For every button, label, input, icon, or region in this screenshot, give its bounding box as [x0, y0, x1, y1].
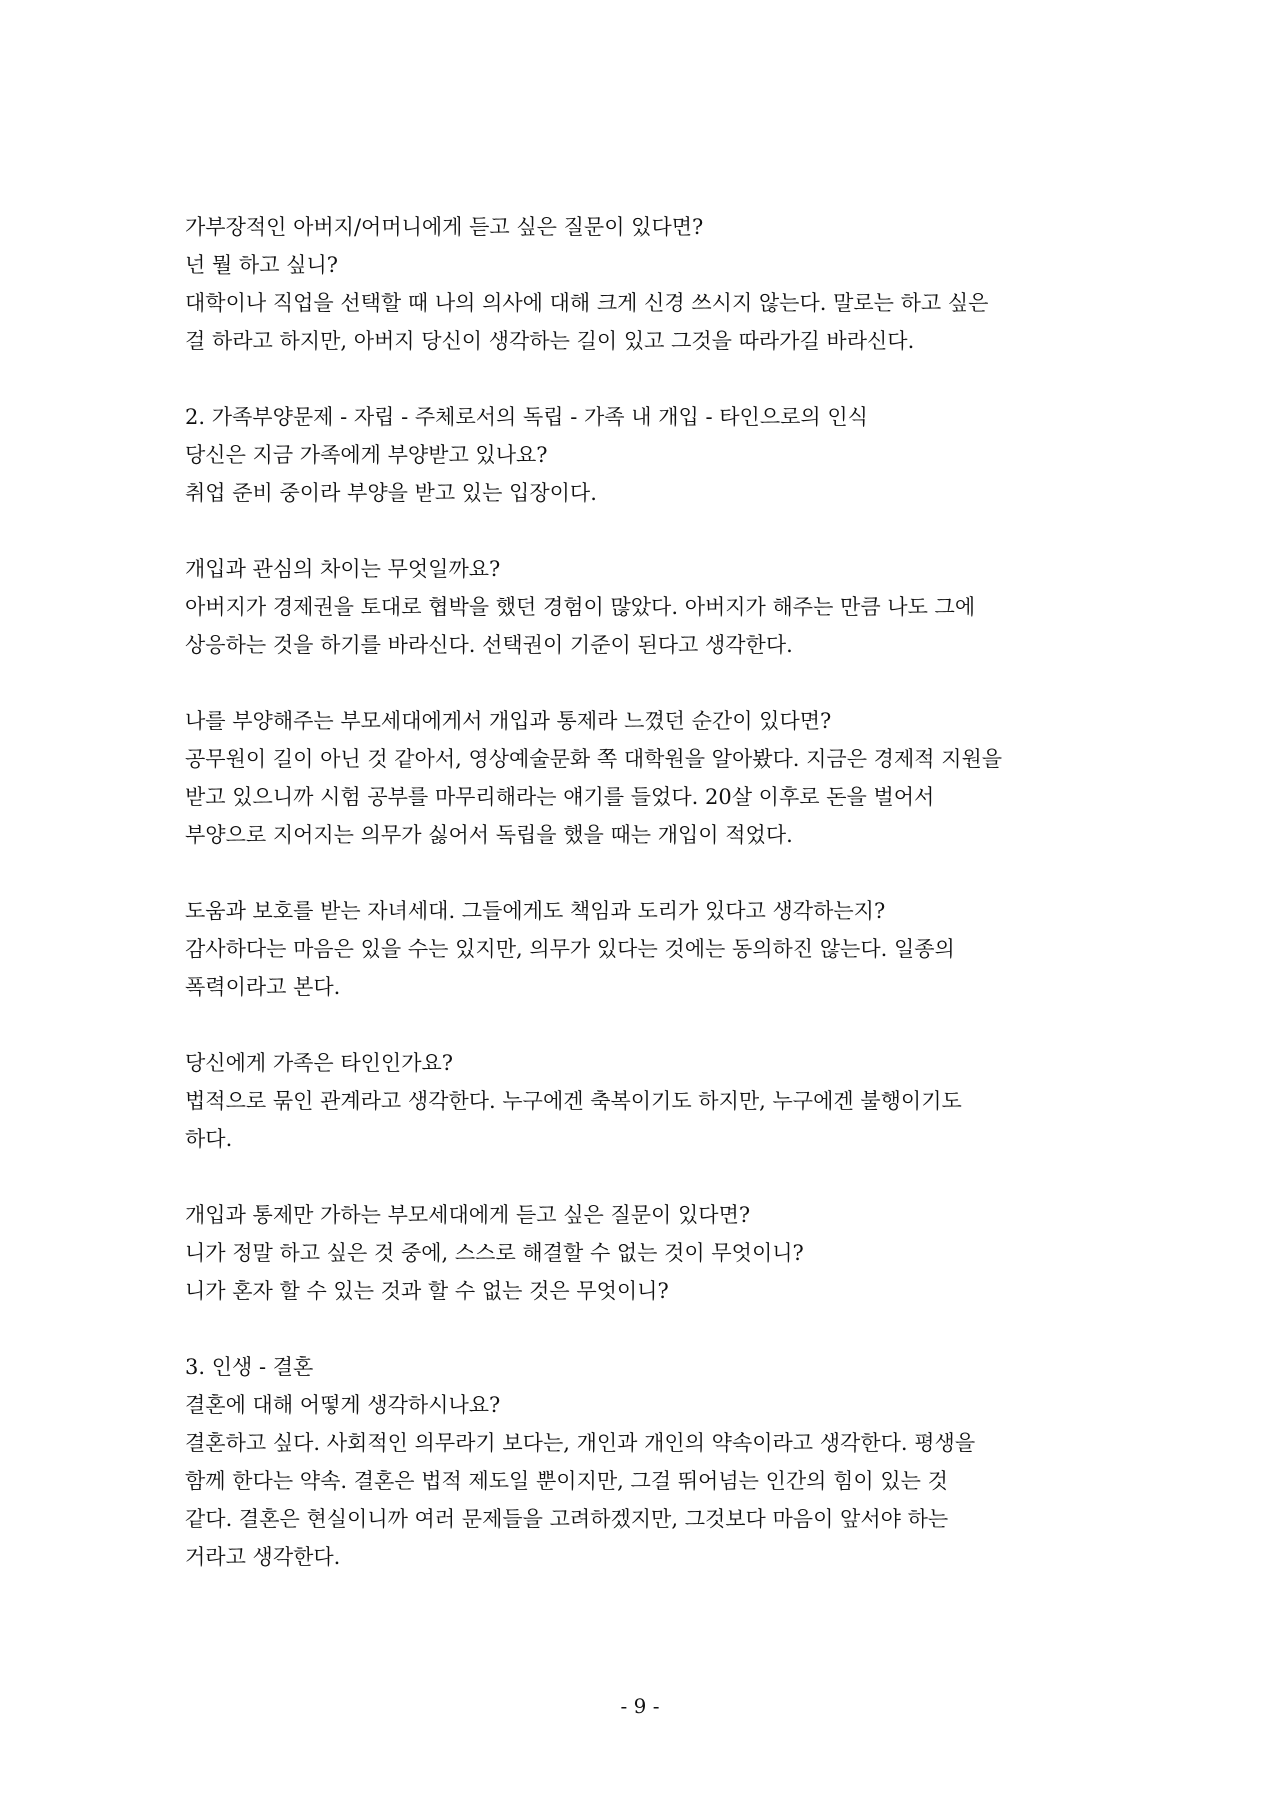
question-line: 결혼에 대해 어떻게 생각하시나요? — [185, 1393, 501, 1417]
answer-line: 걸 하라고 하지만, 아버지 당신이 생각하는 길이 있고 그것을 따라가길 바라신다. — [185, 329, 915, 353]
question-line: 개입과 관심의 차이는 무엇일까요? — [185, 557, 501, 581]
answer-line: 취업 준비 중이라 부양을 받고 있는 입장이다. — [185, 481, 597, 505]
section-heading: 2. 가족부양문제 - 자립 - 주체로서의 독립 - 가족 내 개입 - 타인으로의 인식 — [185, 405, 868, 429]
document-body — [185, 208, 1120, 1576]
question-line: 개입과 통제만 가하는 부모세대에게 듣고 싶은 질문이 있다면? — [185, 1203, 751, 1227]
answer-line: 하다. — [185, 1127, 233, 1151]
paragraph — [185, 1196, 1120, 1310]
answer-line: 감사하다는 마음은 있을 수는 있지만, 의무가 있다는 것에는 동의하진 않는다. 일종의 — [185, 937, 955, 961]
question-line: 가부장적인 아버지/어머니에게 듣고 싶은 질문이 있다면? — [185, 215, 704, 239]
answer-line: 아버지가 경제권을 토대로 협박을 했던 경험이 많았다. 아버지가 해주는 만큼 나도 그에 — [185, 595, 976, 619]
answer-line: 니가 혼자 할 수 있는 것과 할 수 없는 것은 무엇이니? — [185, 1279, 669, 1303]
answer-line: 받고 있으니까 시험 공부를 마무리해라는 얘기를 들었다. 20살 이후로 돈을 벌어서 — [185, 785, 935, 809]
question-line: 도움과 보호를 받는 자녀세대. 그들에게도 책임과 도리가 있다고 생각하는지? — [185, 899, 886, 923]
answer-line: 넌 뭘 하고 싶니? — [185, 253, 339, 277]
paragraph — [185, 550, 1120, 664]
paragraph — [185, 208, 1120, 360]
paragraph — [185, 702, 1120, 854]
answer-line: 결혼하고 싶다. 사회적인 의무라기 보다는, 개인과 개인의 약속이라고 생각한다. 평생을 — [185, 1431, 976, 1455]
paragraph — [185, 892, 1120, 1006]
answer-line: 부양으로 지어지는 의무가 싫어서 독립을 했을 때는 개입이 적었다. — [185, 823, 793, 847]
answer-line: 같다. 결혼은 현실이니까 여러 문제들을 고려하겠지만, 그것보다 마음이 앞서야 하는 — [185, 1507, 949, 1531]
answer-line: 상응하는 것을 하기를 바라신다. 선택권이 기준이 된다고 생각한다. — [185, 633, 793, 657]
answer-line: 폭력이라고 본다. — [185, 975, 341, 999]
answer-line: 함께 한다는 약속. 결혼은 법적 제도일 뿐이지만, 그걸 뛰어넘는 인간의 힘이 있는 것 — [185, 1469, 948, 1493]
answer-line: 법적으로 묶인 관계라고 생각한다. 누구에겐 축복이기도 하지만, 누구에겐 불행이기도 — [185, 1089, 962, 1113]
paragraph — [185, 1044, 1120, 1158]
question-line: 당신에게 가족은 타인인가요? — [185, 1051, 454, 1075]
answer-line: 니가 정말 하고 싶은 것 중에, 스스로 해결할 수 없는 것이 무엇이니? — [185, 1241, 804, 1265]
answer-line: 대학이나 직업을 선택할 때 나의 의사에 대해 크게 신경 쓰시지 않는다. 말로는 하고 싶은 — [185, 291, 989, 315]
section-heading: 3. 인생 - 결혼 — [185, 1355, 314, 1379]
answer-line: 공무원이 길이 아닌 것 같아서, 영상예술문화 쪽 대학원을 알아봤다. 지금은 경제적 지원을 — [185, 747, 1003, 771]
paragraph — [185, 1348, 1120, 1576]
answer-line: 거라고 생각한다. — [185, 1545, 341, 1569]
paragraph — [185, 398, 1120, 512]
question-line: 당신은 지금 가족에게 부양받고 있나요? — [185, 443, 548, 467]
question-line: 나를 부양해주는 부모세대에게서 개입과 통제라 느꼈던 순간이 있다면? — [185, 709, 832, 733]
page-number: - 9 - — [620, 1694, 660, 1718]
